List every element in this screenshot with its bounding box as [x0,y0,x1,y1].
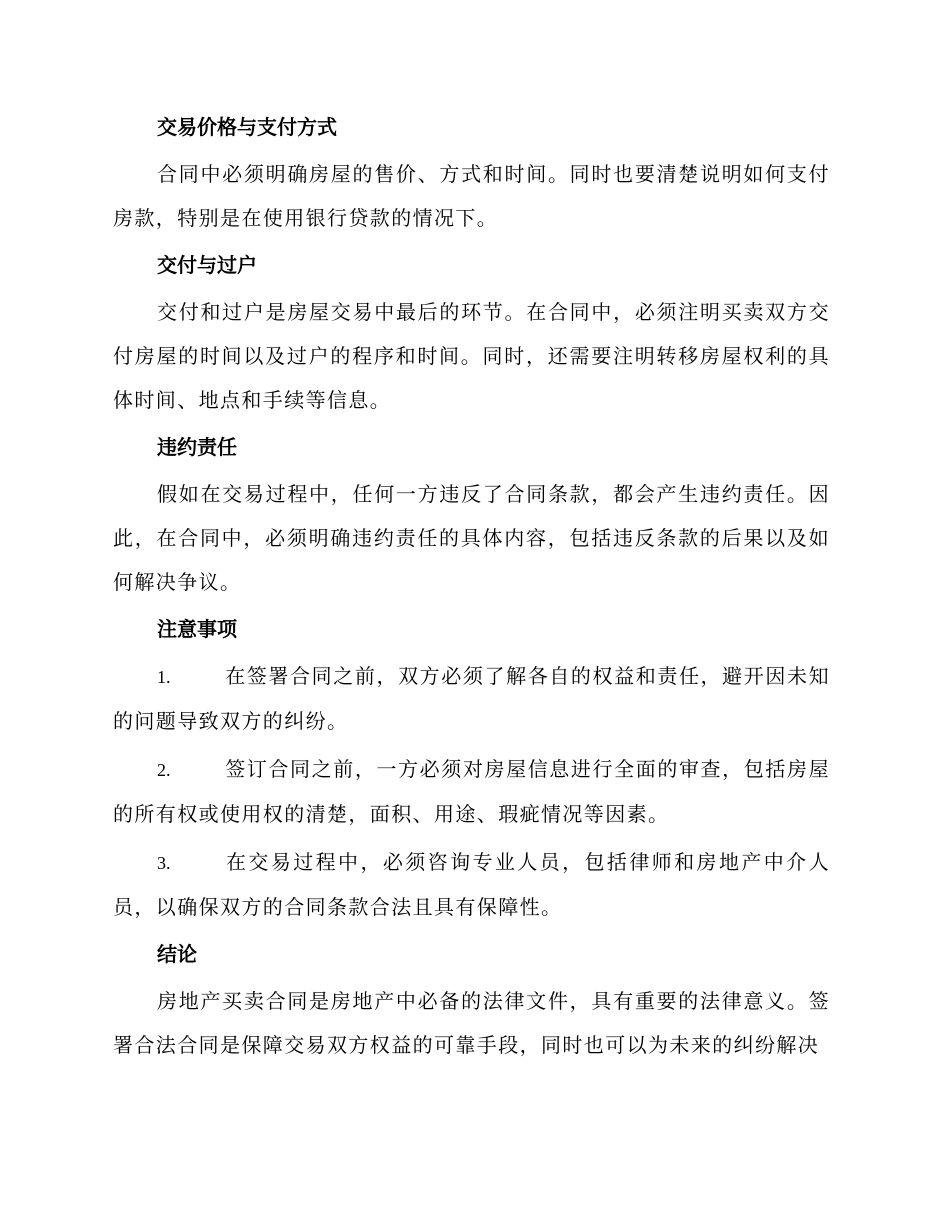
list-item-text: 签订合同之前，一方必须对房屋信息进行全面的审查，包括房屋的所有权或使用权的清楚，面积、用途、瑕疵情况等因素。 [113,757,830,826]
section-heading-notes: 注意事项 [157,617,237,641]
list-item-text: 在签署合同之前，双方必须了解各自的权益和责任，避开因未知的问题导致双方的纠纷。 [113,664,830,733]
list-item [113,747,830,836]
section-heading-price-payment: 交易价格与支付方式 [157,115,337,139]
list-item [113,840,830,929]
list-item-text: 在交易过程中，必须咨询专业人员，包括律师和房地产中介人员，以确保双方的合同条款合法且具有保障性。 [113,850,830,919]
list-item-number: 2. [157,760,171,780]
section-heading-breach-liability: 违约责任 [157,435,237,459]
paragraph-conclusion: 房地产买卖合同是房地产中必备的法律文件，具有重要的法律意义。签署合法合同是保障交易双方权益的可靠手段，同时也可以为未来的纠纷解决 [113,989,830,1057]
document-body [113,106,830,1071]
paragraph-delivery-transfer: 交付和过户是房屋交易中最后的环节。在合同中，必须注明买卖双方交付房屋的时间以及过户的程序和时间。同时，还需要注明转移房屋权利的具体时间、地点和手续等信息。 [113,300,830,412]
section-heading-delivery-transfer: 交付与过户 [157,253,257,277]
list-item-number: 3. [157,853,171,873]
paragraph-breach-liability: 假如在交易过程中，任何一方违反了合同条款，都会产生违约责任。因此，在合同中，必须明确违约责任的具体内容，包括违反条款的后果以及如何解决争议。 [113,482,830,594]
section-heading-conclusion: 结论 [157,942,197,966]
paragraph-price-payment: 合同中必须明确房屋的售价、方式和时间。同时也要清楚说明如何支付房款，特别是在使用银行贷款的情况下。 [113,162,830,230]
list-item [113,654,830,743]
list-item-number: 1. [157,667,171,687]
